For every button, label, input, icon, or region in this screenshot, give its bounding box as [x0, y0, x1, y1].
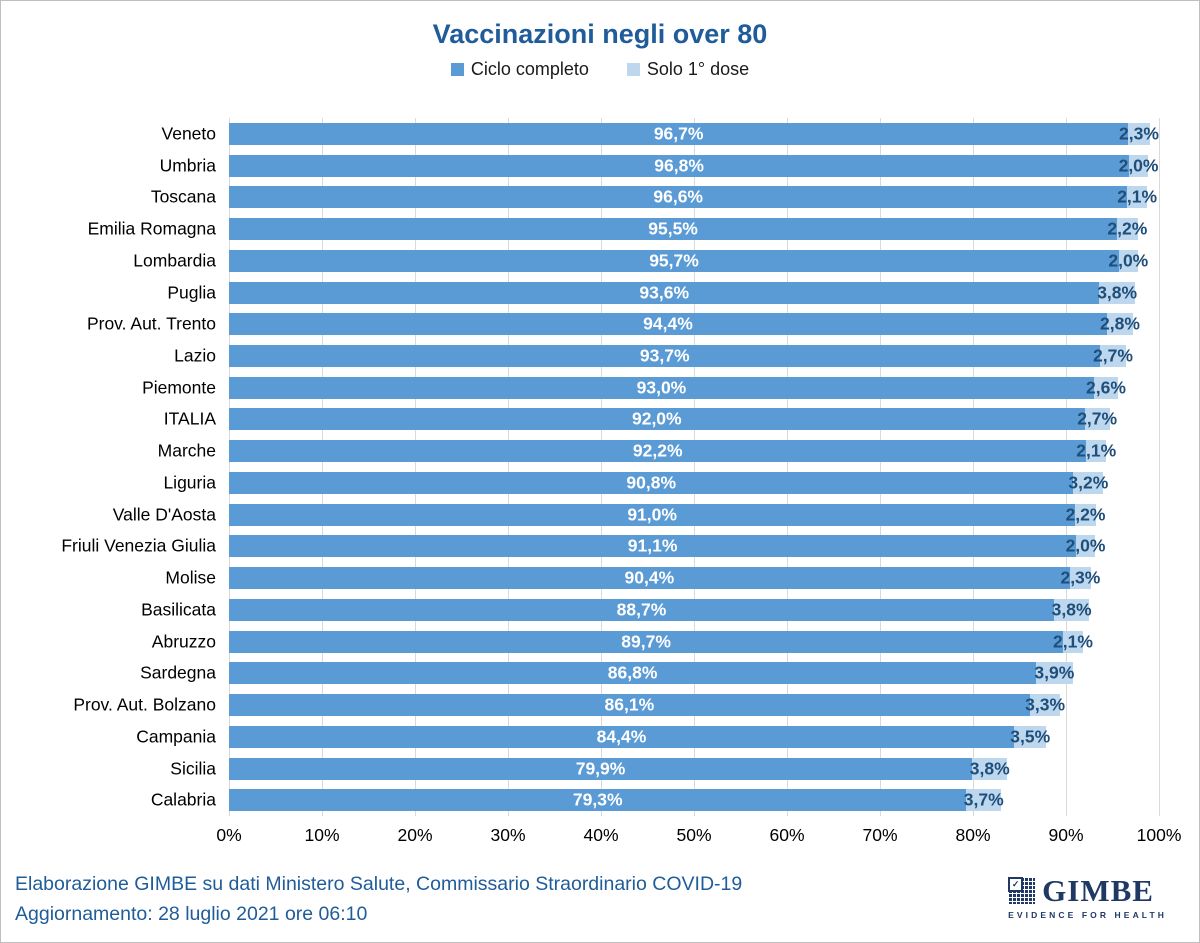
- x-tick-label: 20%: [397, 825, 433, 845]
- legend-swatch-ciclo-completo-icon: [451, 63, 464, 76]
- region-label: Emilia Romagna: [87, 218, 216, 239]
- value-label-complete: 92,0%: [631, 408, 682, 429]
- value-label-complete: 86,8%: [607, 662, 658, 683]
- bar-row: [136, 721, 1159, 753]
- bar-row: [142, 372, 1159, 404]
- region-label: Basilicata: [141, 599, 216, 620]
- region-label: Toscana: [150, 186, 216, 207]
- value-label-complete: 88,7%: [616, 599, 667, 620]
- x-axis: [216, 825, 1182, 849]
- value-label-first-dose: 2,6%: [1086, 377, 1126, 398]
- value-label-complete: 93,7%: [639, 345, 690, 366]
- value-label-complete: 93,6%: [639, 282, 690, 303]
- value-label-complete: 96,6%: [653, 186, 703, 207]
- bar-row: [159, 150, 1159, 182]
- value-label-first-dose: 3,8%: [1097, 282, 1138, 303]
- bar-row: [165, 562, 1159, 594]
- region-label: Abruzzo: [151, 631, 216, 652]
- value-label-first-dose: 3,7%: [963, 789, 1004, 810]
- bar-row: [161, 118, 1159, 150]
- region-label: Valle D'Aosta: [112, 504, 216, 525]
- region-label: Calabria: [150, 789, 216, 810]
- value-label-first-dose: 3,5%: [1010, 726, 1051, 747]
- legend-item-ciclo-completo: [451, 59, 589, 80]
- x-tick-label: 10%: [304, 825, 340, 845]
- bar-row: [112, 499, 1159, 531]
- x-tick-label: 90%: [1048, 825, 1084, 845]
- x-tick-label: 30%: [490, 825, 526, 845]
- region-label: Prov. Aut. Bolzano: [73, 694, 216, 715]
- bar-row: [174, 340, 1159, 372]
- legend-label-ciclo-completo: Ciclo completo: [470, 58, 589, 79]
- value-label-first-dose: 2,0%: [1065, 535, 1106, 556]
- value-label-first-dose: 2,2%: [1065, 504, 1106, 525]
- value-label-complete: 91,0%: [627, 504, 677, 525]
- value-label-first-dose: 2,7%: [1093, 345, 1133, 366]
- legend-swatch-solo-prima-dose-icon: [627, 63, 640, 76]
- value-label-first-dose: 3,9%: [1034, 662, 1075, 683]
- value-label-complete: 91,1%: [627, 535, 678, 556]
- value-label-complete: 94,4%: [643, 313, 693, 334]
- value-label-complete: 86,1%: [604, 694, 655, 715]
- gimbe-tagline: EVIDENCE FOR HEALTH: [1008, 910, 1167, 920]
- bar-row: [170, 753, 1159, 785]
- bar-row: [61, 531, 1159, 563]
- value-label-complete: 90,8%: [626, 472, 677, 493]
- bar-row: [163, 404, 1159, 436]
- region-label: Sicilia: [170, 758, 216, 779]
- value-label-complete: 92,2%: [632, 440, 683, 461]
- x-tick-label: 100%: [1136, 825, 1182, 845]
- bar-row: [167, 277, 1159, 309]
- bar-row: [163, 467, 1159, 499]
- bar-chart: [61, 118, 1159, 816]
- value-label-complete: 93,0%: [636, 377, 687, 398]
- value-label-complete: 95,7%: [649, 250, 699, 271]
- check-icon: [1008, 877, 1023, 892]
- region-label: Campania: [136, 726, 216, 747]
- value-label-complete: 79,9%: [575, 758, 626, 779]
- region-label: Veneto: [161, 123, 216, 144]
- value-label-first-dose: 2,2%: [1107, 218, 1148, 239]
- legend-label-solo-prima-dose: Solo 1° dose: [646, 58, 750, 79]
- value-label-first-dose: 2,3%: [1060, 567, 1101, 588]
- region-label: Umbria: [159, 155, 216, 176]
- footer-source: Elaborazione GIMBE su dati Ministero Salute, Commissario Straordinario COVID-19: [15, 873, 743, 895]
- gimbe-logo: [1008, 875, 1167, 920]
- bar-row: [73, 689, 1159, 721]
- value-label-first-dose: 3,8%: [969, 758, 1010, 779]
- region-label: Piemonte: [142, 377, 216, 398]
- x-tick-label: 70%: [862, 825, 898, 845]
- region-label: Lazio: [174, 345, 216, 366]
- footer: [15, 869, 742, 929]
- x-tick-label: 50%: [676, 825, 712, 845]
- value-label-complete: 95,5%: [648, 218, 698, 239]
- gimbe-grid-icon: [1008, 877, 1035, 904]
- value-label-first-dose: 3,8%: [1051, 599, 1092, 620]
- region-label: Prov. Aut. Trento: [86, 313, 216, 334]
- x-tick-label: 40%: [583, 825, 619, 845]
- value-label-first-dose: 3,3%: [1025, 694, 1066, 715]
- value-label-first-dose: 2,3%: [1119, 123, 1159, 144]
- value-label-complete: 89,7%: [621, 631, 671, 652]
- value-label-complete: 90,4%: [624, 567, 675, 588]
- bar-rows: [61, 118, 1159, 816]
- legend: [1, 59, 1199, 79]
- x-tick-label: 0%: [216, 825, 242, 845]
- bar-row: [140, 657, 1159, 689]
- chart-title: Vaccinazioni negli over 80: [432, 19, 768, 49]
- region-label: Molise: [165, 567, 216, 588]
- gridline: [1159, 118, 1160, 816]
- bar-row: [141, 594, 1159, 626]
- bar-row: [86, 308, 1159, 340]
- bar-row: [150, 181, 1159, 213]
- bar-row: [151, 626, 1159, 658]
- value-label-first-dose: 2,1%: [1053, 631, 1093, 652]
- value-label-first-dose: 2,0%: [1118, 155, 1159, 176]
- value-label-first-dose: 2,1%: [1076, 440, 1117, 461]
- gimbe-logo-row: [1008, 875, 1167, 906]
- region-label: Puglia: [167, 282, 216, 303]
- value-label-complete: 96,7%: [653, 123, 704, 144]
- value-label-complete: 96,8%: [654, 155, 704, 176]
- bar-row: [133, 245, 1159, 277]
- value-label-first-dose: 2,0%: [1108, 250, 1149, 271]
- bar-row: [87, 213, 1159, 245]
- x-tick-label: 60%: [769, 825, 805, 845]
- gimbe-wordmark: GIMBE: [1042, 873, 1154, 908]
- x-tick-label: 80%: [955, 825, 991, 845]
- value-label-complete: 84,4%: [596, 726, 647, 747]
- region-label: Liguria: [163, 472, 216, 493]
- region-label: Lombardia: [133, 250, 216, 271]
- value-label-first-dose: 2,8%: [1099, 313, 1140, 334]
- value-label-first-dose: 2,7%: [1077, 408, 1118, 429]
- region-label: Friuli Venezia Giulia: [61, 535, 216, 556]
- bar-row: [150, 784, 1159, 816]
- value-label-first-dose: 3,2%: [1068, 472, 1109, 493]
- legend-item-solo-prima-dose: [627, 59, 749, 80]
- region-label: Sardegna: [140, 662, 216, 683]
- region-label: Marche: [157, 440, 216, 461]
- footer-update: Aggiornamento: 28 luglio 2021 ore 06:10: [15, 903, 368, 925]
- value-label-complete: 79,3%: [572, 789, 623, 810]
- region-label: ITALIA: [163, 408, 216, 429]
- value-label-first-dose: 2,1%: [1117, 186, 1158, 207]
- bar-row: [157, 435, 1159, 467]
